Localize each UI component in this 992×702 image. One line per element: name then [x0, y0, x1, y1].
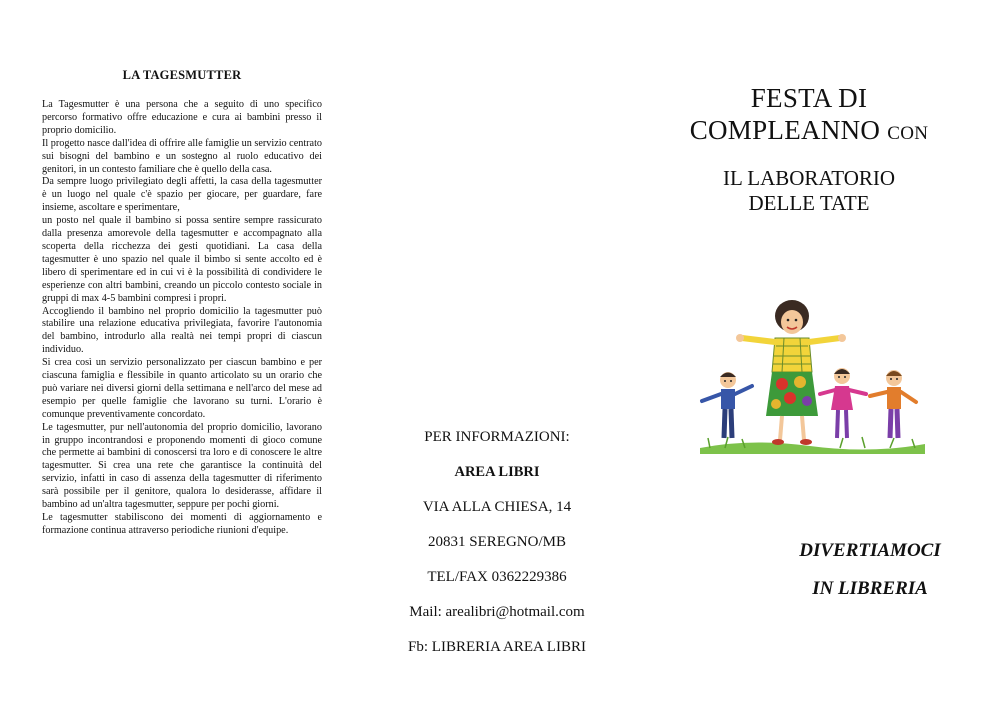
title-compleanno: COMPLEANNO	[689, 115, 881, 145]
paragraph: Il progetto nasce dall'idea di offrire alle famiglie un servizio centrato sui bisogni del bambino e un sostegno al ruolo educativo dei genitori, in un contesto familiare che è quello della casa.	[42, 137, 322, 175]
paragraph: Le tagesmutter stabiliscono dei momenti di aggiornamento e formazione continua attraverso periodiche riunioni d'equipe.	[42, 512, 322, 536]
left-panel	[42, 68, 322, 538]
slogan-line-2: IN LIBRERIA	[812, 578, 928, 599]
contact-info	[392, 425, 602, 670]
cover-title	[650, 82, 968, 216]
children-illustration	[690, 298, 930, 458]
woman-figure	[736, 300, 846, 445]
boy-figure	[702, 372, 752, 438]
facebook: Fb: LIBRERIA AREA LIBRI	[408, 639, 586, 655]
paragraph: La Tagesmutter è una persona che a seguito di uno specifico percorso formativo offre educazione e cura ai bambini presso il proprio domicilio.	[42, 99, 322, 136]
paragraph: un posto nel quale il bambino si possa sentire sempre rassicurato dalla presenza amorevole della tagesmutter e accompagnato alla scoperta della ricchezza dei gesti quotidiani. La casa della tagesmutter è uno spazio nel quale il bimbo si sente accolto ed è libero di sperimentare ed in cui vi è la possibilità di condividere le esperienze con altri bambini, creando un piccolo contesto sociale in gruppi di max 4-5 bambini compresi i propri.	[42, 215, 322, 304]
section-title: LA TAGESMUTTER	[122, 68, 242, 82]
email: Mail: arealibri@hotmail.com	[409, 604, 585, 620]
child-figure	[870, 370, 916, 438]
phone: TEL/FAX 0362229386	[427, 569, 567, 585]
girl-figure	[820, 368, 866, 438]
shop-name: AREA LIBRI	[454, 464, 540, 480]
info-label: PER INFORMAZIONI:	[424, 429, 570, 445]
subtitle-line-1: IL LABORATORIO	[722, 166, 896, 190]
paragraph: Accogliendo il bambino nel proprio domicilio la tagesmutter può stabilire una relazione educativa privilegiata, favorire l'autonomia del bambino, introdurlo alla realtà nei tempi propri di ciascun individuo.	[42, 305, 322, 356]
city: 20831 SEREGNO/MB	[428, 534, 566, 550]
paragraph: Le tagesmutter, pur nell'autonomia del proprio domicilio, lavorano in gruppo incontrandosi e proponendo momenti di gioco comune che permette ai bambini di conoscersi tra loro e di conoscere le altre tagesmutter. Si crea una rete che garantisce la continuità del servizio, infatti in caso di assenza della tagesmutter di riferimento sarà possibile per il genitore, qualora lo desiderasse, affidare il bambino ad un'altra tagesmutter, seppure per pochi giorni.	[42, 421, 322, 511]
slogan	[770, 532, 970, 608]
paragraph: Si crea così un servizio personalizzato per ciascun bambino e per ciascuna famiglia e flessibile in quanto articolato su un orario che può variare nei diversi giorni della settimana e nell'arco del mese ad esempio per quelle famiglie che lavorano su turni. L'orario è comunque preventivamente concordato.	[42, 357, 322, 420]
title-line-1: FESTA DI	[750, 83, 868, 113]
title-line-2	[650, 114, 968, 150]
subtitle-line-2: DELLE TATE	[748, 191, 870, 215]
address: VIA ALLA CHIESA, 14	[422, 499, 572, 515]
slogan-line-1: DIVERTIAMOCI	[799, 540, 941, 561]
paragraph: Da sempre luogo privilegiato degli affetti, la casa della tagesmutter è un luogo nel quale c'è spazio per giocare, per guardare, fare insieme, ascoltare e sperimentare,	[42, 176, 322, 214]
title-con: CON	[887, 123, 929, 144]
subtitle	[650, 166, 968, 216]
